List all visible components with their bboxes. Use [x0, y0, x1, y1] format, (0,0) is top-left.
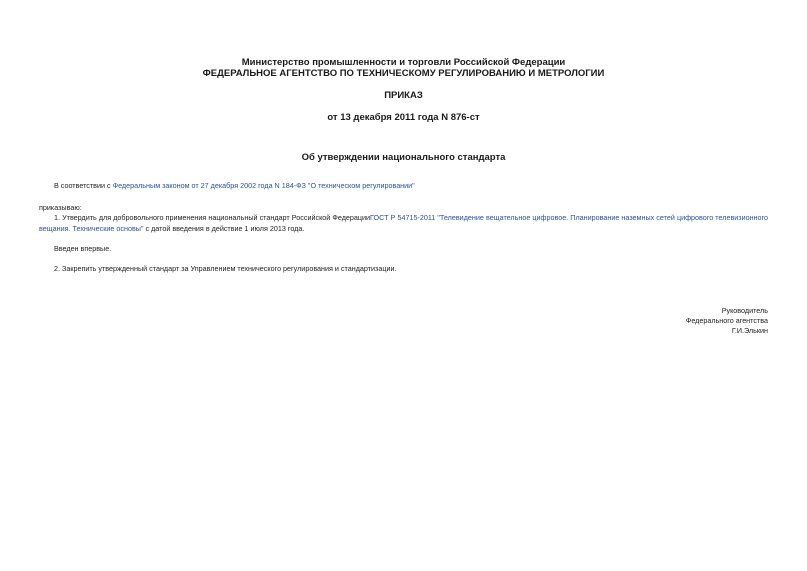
signature-name: Г.И.Элькин — [731, 326, 768, 335]
document-type: ПРИКАЗ — [384, 90, 423, 101]
signature-organization: Федерального агентства — [685, 316, 768, 325]
document-date: от 13 декабря 2011 года N 876-ст — [327, 112, 480, 123]
paragraph-item-1-text: 1. Утвердить для добровольного применения национальный стандарт Российской Федерации — [54, 213, 371, 222]
paragraph-item-2: 2. Закрепить утвержденный стандарт за Управлением технического регулирования и стандартизации. — [54, 264, 397, 273]
document-subject: Об утверждении национального стандарта — [301, 152, 506, 163]
agency-name: ФЕДЕРАЛЬНОЕ АГЕНТСТВО ПО ТЕХНИЧЕСКОМУ РЕГУЛИРОВАНИЮ И МЕТРОЛОГИИ — [202, 68, 605, 79]
ministry-name: Министерство промышленности и торговли Российской Федерации — [241, 57, 566, 68]
federal-law-link[interactable]: Федеральным законом от 27 декабря 2002 года N 184-ФЗ "О техническом регулировании" — [112, 181, 415, 190]
paragraph-introduced: Введен впервые. — [54, 244, 112, 253]
paragraph-basis-text: В соответствии с — [54, 181, 113, 190]
paragraph-basis — [54, 181, 774, 192]
paragraph-item-1-suffix: с датой введения в действие 1 июля 2013 года. — [143, 223, 305, 233]
gost-standard-link[interactable]: ГОСТ Р 54715-2011 "Телевидение вещательное цифровое. Планирование наземных сетей цифрового телевизионного вещания. Технические основы" — [39, 213, 768, 233]
signature-position: Руководитель — [721, 306, 768, 315]
paragraph-order-word: приказываю: — [39, 203, 82, 212]
paragraph-item-1 — [39, 213, 768, 234]
